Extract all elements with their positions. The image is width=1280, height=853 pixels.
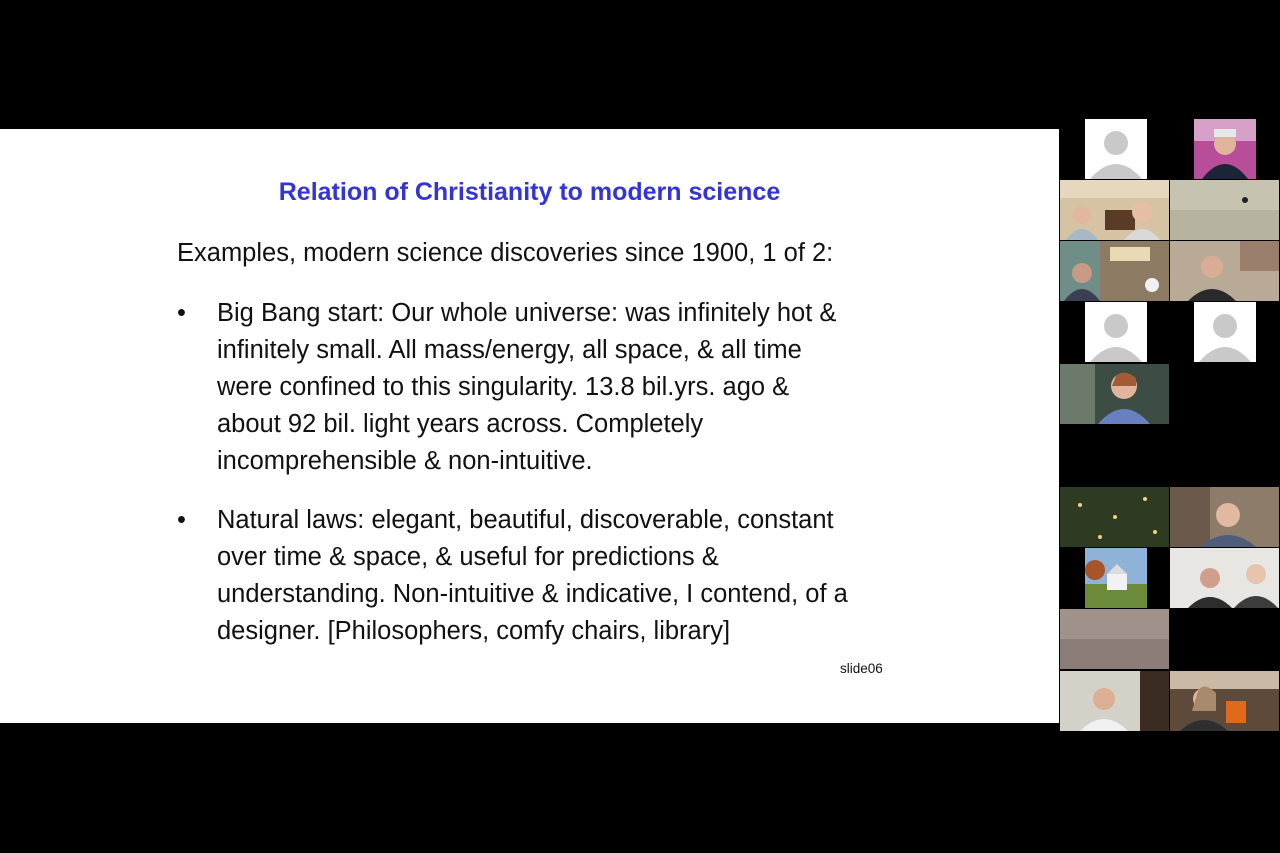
avatar-placeholder-icon (1085, 119, 1147, 179)
participant-tile[interactable] (1170, 180, 1279, 240)
participant-tile[interactable] (1060, 671, 1169, 731)
slide-number: slide06 (840, 661, 883, 676)
participant-tile[interactable] (1194, 302, 1256, 362)
participant-video-icon (1060, 487, 1169, 547)
participant-video-icon (1170, 548, 1279, 608)
participant-video-icon (1060, 180, 1169, 240)
participant-video-icon (1194, 119, 1256, 179)
bullet-line: designer. [Philosophers, comfy chairs, library] (217, 617, 731, 645)
participant-tile[interactable] (1060, 609, 1169, 669)
participant-video-icon (1060, 609, 1169, 669)
participant-tile[interactable] (1194, 119, 1256, 179)
avatar-placeholder-icon (1085, 302, 1147, 362)
participant-tile[interactable] (1060, 487, 1169, 547)
shared-screen-slide (0, 129, 1059, 723)
participant-tile[interactable] (1170, 671, 1279, 731)
avatar-placeholder-icon (1194, 302, 1256, 362)
participant-video-icon (1170, 241, 1279, 301)
participant-video-icon (1170, 487, 1279, 547)
participant-video-icon (1060, 241, 1169, 301)
slide-intro-text: Examples, modern science discoveries since 1900, 1 of 2: (177, 239, 834, 267)
bullet-line: about 92 bil. light years across. Completely (217, 410, 704, 438)
participant-video-icon (1060, 671, 1169, 731)
bullet-line: incomprehensible & non-intuitive. (217, 447, 593, 475)
bullet-line: understanding. Non-intuitive & indicative, I contend, of a (217, 580, 848, 608)
participant-tile[interactable] (1170, 548, 1279, 608)
bullet-line: Natural laws: elegant, beautiful, discoverable, constant (217, 506, 834, 534)
bullet-line: Big Bang start: Our whole universe: was infinitely hot & (217, 299, 837, 327)
participant-tile[interactable] (1060, 180, 1169, 240)
participant-video-icon (1170, 180, 1279, 240)
participant-tile[interactable] (1085, 302, 1147, 362)
participant-tile[interactable] (1170, 241, 1279, 301)
participant-video-icon (1060, 364, 1169, 424)
participant-video-icon (1085, 548, 1147, 608)
participant-tile[interactable] (1060, 241, 1169, 301)
participant-video-icon (1170, 671, 1279, 731)
bullet-line: were confined to this singularity. 13.8 bil.yrs. ago & (217, 373, 790, 401)
bullet-line: over time & space, & useful for predictions & (217, 543, 719, 571)
bullet-point-icon: • (177, 506, 186, 534)
participant-tile[interactable] (1085, 548, 1147, 608)
participant-tile[interactable] (1170, 487, 1279, 547)
bullet-line: infinitely small. All mass/energy, all space, & all time (217, 336, 802, 364)
slide-title: Relation of Christianity to modern science (278, 178, 781, 206)
participant-tile[interactable] (1060, 364, 1169, 424)
participant-tile[interactable] (1085, 119, 1147, 179)
bullet-point-icon: • (177, 299, 186, 327)
participant-gallery (1060, 119, 1280, 734)
